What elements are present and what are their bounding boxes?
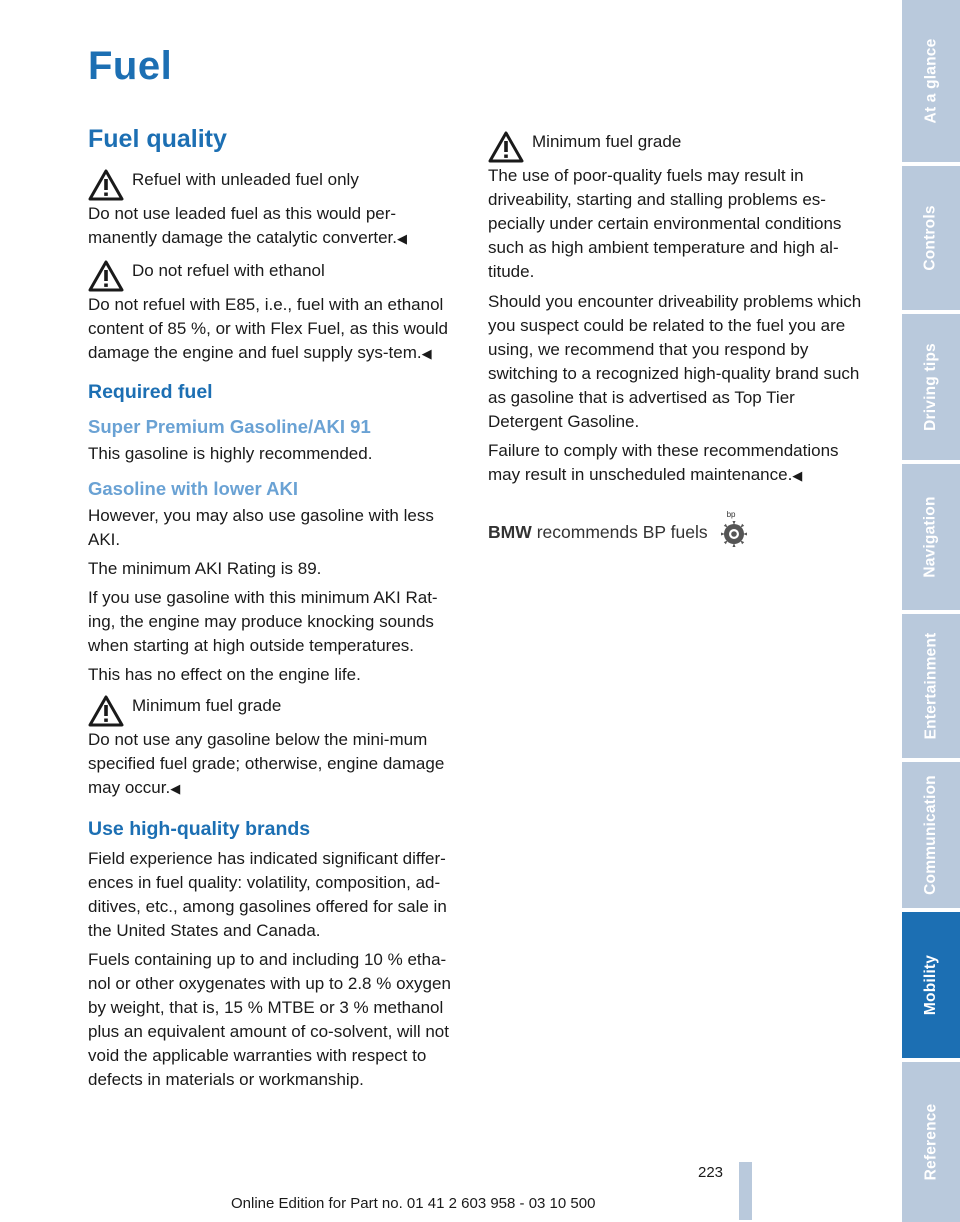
right-column bbox=[488, 128, 864, 493]
warning-title: Minimum fuel grade bbox=[532, 132, 682, 151]
lower-aki-paragraph: This has no effect on the engine life. bbox=[88, 665, 361, 684]
end-mark: ◀ bbox=[170, 781, 181, 796]
end-mark: ◀ bbox=[421, 346, 432, 361]
compliance-paragraph: Failure to comply with these recommendations may result in unscheduled maintenance.◀ bbox=[488, 441, 839, 484]
warning-minimum-grade bbox=[88, 692, 464, 801]
tab-at-a-glance[interactable]: At a glance bbox=[902, 0, 960, 162]
tab-reference[interactable]: Reference bbox=[902, 1062, 960, 1222]
super-premium-text: This gasoline is highly recommended. bbox=[88, 444, 373, 463]
page-title: Fuel bbox=[88, 44, 173, 88]
warning-triangle-icon bbox=[88, 694, 124, 728]
warning-body: The use of poor-quality fuels may result in driveability, starting and stalling problems es-pecially under certain environmental conditions such as high ambient temperature and high al-titude. bbox=[488, 166, 842, 281]
super-premium-heading: Super Premium Gasoline/AKI 91 bbox=[88, 416, 371, 437]
tab-mobility[interactable]: Mobility bbox=[902, 912, 960, 1058]
tab-communication[interactable]: Communication bbox=[902, 762, 960, 908]
warning-body: Do not use leaded fuel as this would per-manently damage the catalytic converter.◀ bbox=[88, 204, 407, 247]
warning-body: Do not refuel with E85, i.e., fuel with an ethanol content of 85 %, or with Flex Fuel, as this would damage the engine and fuel supply sys-tem.◀ bbox=[88, 295, 449, 362]
warning-triangle-icon bbox=[88, 168, 124, 202]
bp-label: bp bbox=[726, 510, 736, 519]
warning-unleaded bbox=[88, 166, 464, 251]
required-fuel-heading: Required fuel bbox=[88, 381, 213, 403]
brands-heading: Use high-quality brands bbox=[88, 818, 311, 840]
tab-navigation[interactable]: Navigation bbox=[902, 464, 960, 610]
chapter-sidebar bbox=[902, 0, 960, 1222]
warning-triangle-icon bbox=[488, 130, 524, 164]
brands-paragraph: Field experience has indicated significant differ-ences in fuel quality: volatility, composition, ad-ditives, etc., among gasolines offered for sale in the United States and Canada. bbox=[88, 849, 447, 940]
end-mark: ◀ bbox=[792, 468, 803, 483]
warning-triangle-icon bbox=[88, 259, 124, 293]
tab-controls[interactable]: Controls bbox=[902, 166, 960, 310]
tab-driving-tips[interactable]: Driving tips bbox=[902, 314, 960, 460]
lower-aki-paragraph: If you use gasoline with this minimum AKI Rat-ing, the engine may produce knocking sounds when starting at high outside temperatures. bbox=[88, 588, 438, 655]
left-column bbox=[88, 122, 464, 1097]
end-mark: ◀ bbox=[397, 231, 407, 246]
warning-body: Do not use any gasoline below the mini-mum specified fuel grade; otherwise, engine damage may occur.◀ bbox=[88, 730, 445, 797]
footer-edition: Online Edition for Part no. 01 41 2 603 958 - 03 10 500 bbox=[231, 1195, 596, 1212]
lower-aki-paragraph: The minimum AKI Rating is 89. bbox=[88, 559, 322, 578]
brands-paragraph: Fuels containing up to and including 10 % etha-nol or other oxygenates with up to 2.8 % oxygen by weight, that is, 15 % MTBE or 3 % methanol plus an equivalent amount of co-solvent, will not void the applicable warranties with respect to defects in materials or workmanship. bbox=[88, 950, 451, 1089]
fuel-quality-heading: Fuel quality bbox=[88, 125, 227, 153]
warning-minimum-grade-right bbox=[488, 128, 864, 284]
bmw-bp-logo bbox=[488, 510, 750, 548]
lower-aki-heading: Gasoline with lower AKI bbox=[88, 478, 299, 499]
page-number: 223 bbox=[698, 1164, 724, 1181]
driveability-paragraph: Should you encounter driveability problems which you suspect could be related to the fuel you are using, we recommend that you respond by switching to a recognized high-quality brand such as gasoline that is advertised as Top Tier Detergent Gasoline. bbox=[488, 292, 862, 431]
warning-ethanol bbox=[88, 257, 464, 366]
warning-title: Do not refuel with ethanol bbox=[132, 261, 325, 280]
lower-aki-paragraph: However, you may also use gasoline with less AKI. bbox=[88, 506, 434, 549]
logo-text: recommends BP fuels bbox=[536, 521, 708, 542]
warning-title: Refuel with unleaded fuel only bbox=[132, 170, 359, 189]
page-marker-bar bbox=[739, 1162, 752, 1220]
tab-entertainment[interactable]: Entertainment bbox=[902, 614, 960, 758]
bmw-brand: BMW bbox=[488, 521, 532, 542]
warning-title: Minimum fuel grade bbox=[132, 696, 282, 715]
bp-helios-icon bbox=[718, 510, 750, 548]
